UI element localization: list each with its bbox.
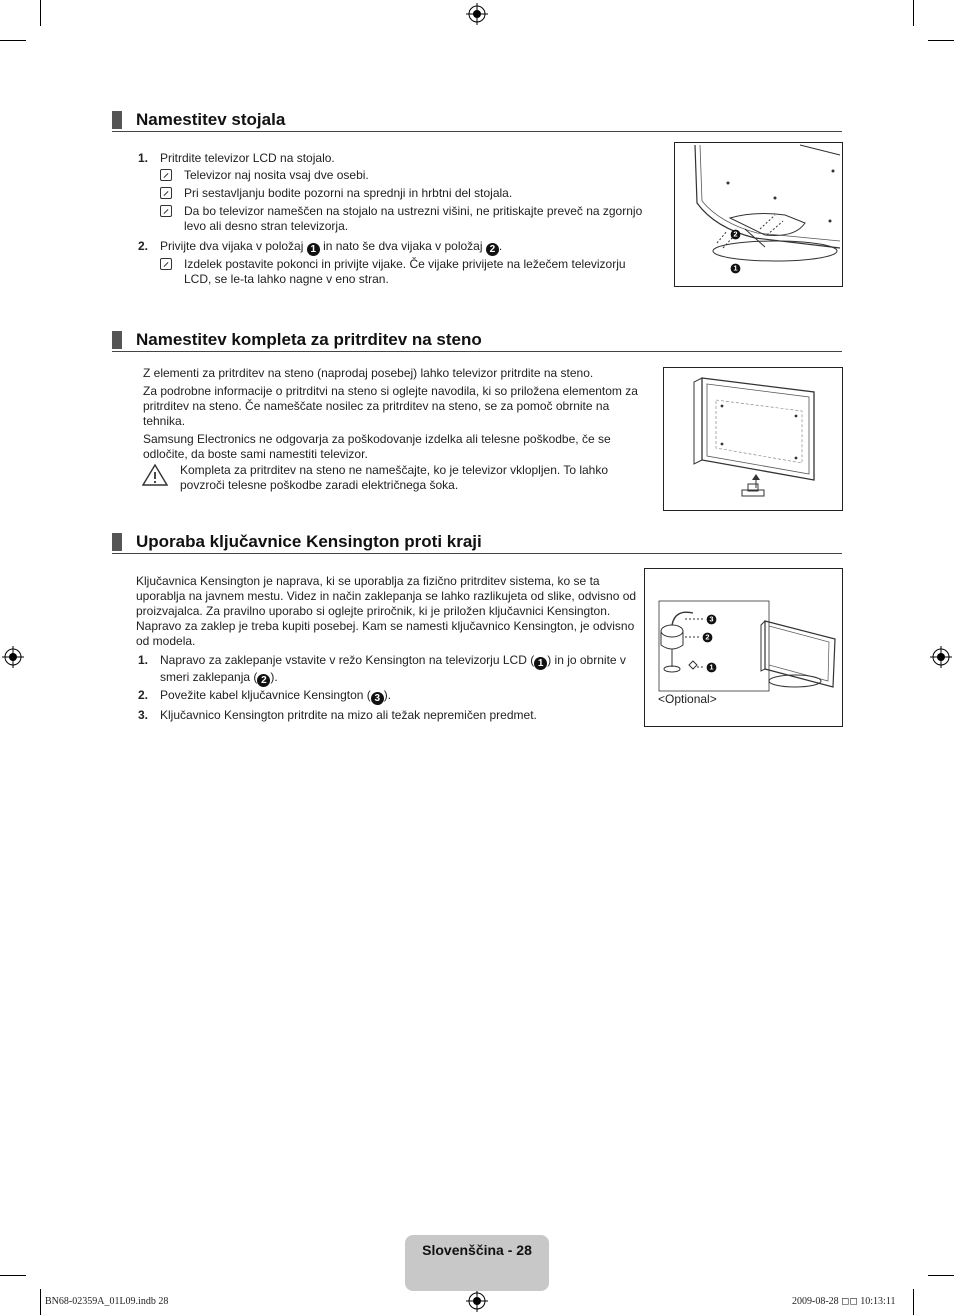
crop-mark <box>0 1275 26 1276</box>
callout-marker-2: 2 <box>731 230 741 240</box>
section-title: Namestitev kompleta za pritrditev na steno <box>136 330 482 349</box>
callout-marker-2: 2 <box>703 633 713 643</box>
paragraph: Ključavnica Kensington je naprava, ki se uporablja za fizično pritrditev sistema, ko se ta uporablja na javnem mestu. Videz in način zaklepanja se lahko razlikujeta od slike, odvisno od proizvajalca. Za pravilno uporabo si oglejte priročnik, ki je priložen ključavnici Kensington. Napravo za zaklep je treba kupiti posebej. Kam se namesti ključavnico Kensington, je odvisno od modela. <box>136 574 637 648</box>
figure-caption: <Optional> <box>658 692 717 706</box>
stand-figure <box>674 142 843 287</box>
heading-bar <box>112 533 122 551</box>
warning-icon <box>142 463 168 487</box>
callout-marker-1: 1 <box>707 663 717 673</box>
paragraph: Za podrobne informacije o pritrditvi na steno si oglejte navodila, ki so priložena elementom za pritrditev na steno. Če nameščate nosilec za pritrditev na steno, se za pomoč obrnite na tehnika. <box>143 384 638 428</box>
section-title: Uporaba ključavnice Kensington proti kraji <box>136 532 482 551</box>
crop-mark <box>40 1289 41 1315</box>
note-icon <box>160 187 172 199</box>
section-heading-wall-mount <box>112 331 842 352</box>
section-heading-kensington <box>112 533 842 554</box>
registration-mark-icon <box>930 646 952 668</box>
step-text: Pritrdite televizor LCD na stojalo. <box>160 151 335 165</box>
wall-mount-illustration <box>664 368 842 510</box>
heading-bar <box>112 331 122 349</box>
step-number: 2. <box>138 688 149 702</box>
callout-marker-2: 2 <box>257 674 270 687</box>
crop-mark <box>928 1275 954 1276</box>
callout-marker-3: 3 <box>371 692 384 705</box>
crop-mark <box>913 0 914 26</box>
page-label: Slovenščina - 28 <box>422 1242 532 1258</box>
step-text: Privijte dva vijaka v položaj 1 in nato še dva vijaka v položaj 2 . <box>160 239 503 255</box>
crop-mark <box>913 1289 914 1315</box>
crop-mark <box>0 40 26 41</box>
kensington-figure <box>644 568 843 727</box>
note-text: Izdelek postavite pokonci in privijte vijake. Če vijake privijete na ležečem televizorju LCD, se le-ta lahko nagne v eno stran. <box>184 257 626 286</box>
step-text: Ključavnico Kensington pritrdite na mizo ali težak nepremičen predmet. <box>160 708 537 722</box>
note-text: Pri sestavljanju bodite pozorni na sprednji in hrbtni del stojala. <box>184 186 513 200</box>
step-number: 2. <box>138 239 149 253</box>
paragraph: Samsung Electronics ne odgovarja za poškodovanje izdelka ali telesne poškodbe, če se odločite, da boste sami namestiti televizor. <box>143 432 611 461</box>
print-timestamp: 2009-08-28 ◻◻ 10:13:11 <box>792 1296 896 1307</box>
note-text: Televizor naj nosita vsaj dve osebi. <box>184 168 369 182</box>
step-number: 1. <box>138 653 149 667</box>
step-number: 3. <box>138 708 149 722</box>
tv-stand-illustration <box>675 143 842 286</box>
callout-marker-1: 1 <box>731 264 741 274</box>
step-text: Napravo za zaklepanje vstavite v režo Kensington na televizorju LCD ( 1 ) in jo obrnite v smeri zaklepanja ( 2 ). <box>160 653 626 686</box>
step-number: 1. <box>138 151 149 165</box>
wall-mount-figure <box>663 367 843 511</box>
paragraph: Z elementi za pritrditev na steno (naprodaj posebej) lahko televizor pritrdite na steno. <box>143 366 594 380</box>
crop-mark <box>40 0 41 26</box>
callout-marker-1: 1 <box>307 243 320 256</box>
registration-mark-icon <box>466 1290 488 1312</box>
callout-marker-1: 1 <box>534 657 547 670</box>
note-text: Da bo televizor nameščen na stojalo na ustrezni višini, ne pritiskajte preveč na zgornjo levo ali desno stran televizorja. <box>184 204 643 233</box>
registration-mark-icon <box>2 646 24 668</box>
page-number-tab <box>405 1235 549 1291</box>
callout-marker-2: 2 <box>486 243 499 256</box>
crop-mark <box>928 40 954 41</box>
warning-text: Kompleta za pritrditev na steno ne nameščajte, ko je televizor vklopljen. To lahko povzroči telesne poškodbe zaradi električnega šoka. <box>180 463 609 492</box>
heading-bar <box>112 111 122 129</box>
note-icon <box>160 258 172 270</box>
section-title: Namestitev stojala <box>136 110 286 129</box>
note-icon <box>160 205 172 217</box>
registration-mark-icon <box>466 3 488 25</box>
note-icon <box>160 169 172 181</box>
section-heading-stand <box>112 111 842 132</box>
callout-marker-3: 3 <box>707 615 717 625</box>
print-filename: BN68-02359A_01L09.indb 28 <box>45 1296 169 1307</box>
step-text: Povežite kabel ključavnice Kensington ( 3 ). <box>160 688 392 704</box>
